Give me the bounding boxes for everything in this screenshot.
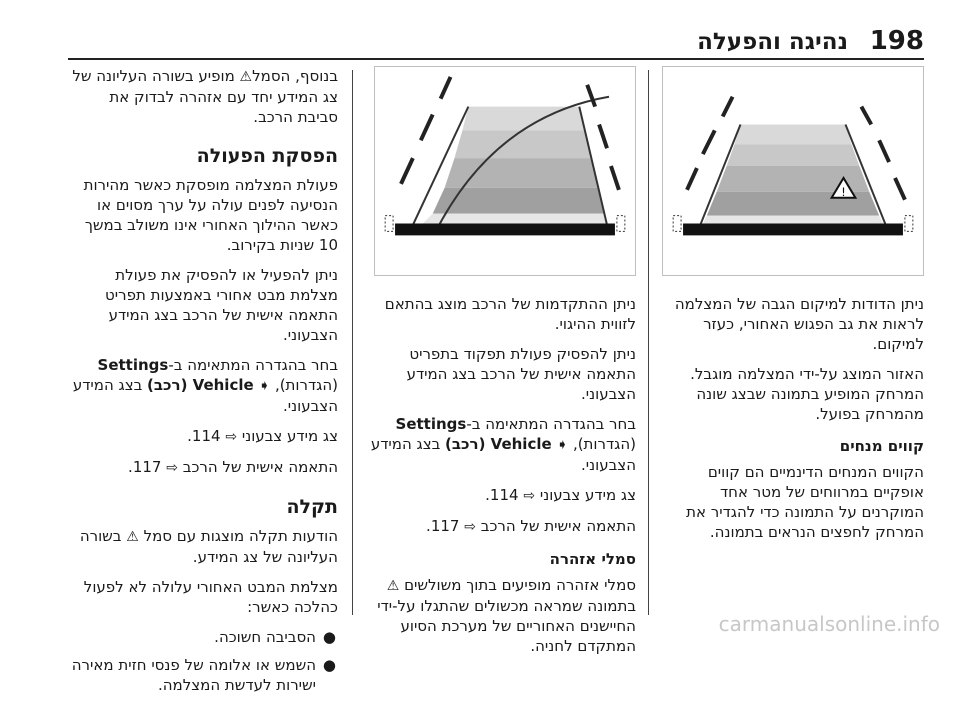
paragraph: הודעות תקלה מוצגות עם סמל ⚠ בשורה העליונה של צג המידע. — [79, 527, 338, 566]
camera-figure-trajectory — [374, 66, 636, 276]
paragraph: ניתן הדודות למיקום הגבה של המצלמה לראות את גב הפגוש האחורי, כעזר למיקום. — [674, 295, 924, 353]
heading-fault: תקלה — [286, 496, 338, 518]
fault-conditions-list — [68, 627, 338, 695]
cross-reference: התאמה אישית של הרכב ⇨ 117. — [426, 517, 636, 535]
column-divider — [352, 70, 353, 615]
paragraph: ניתן להפסיק פעולת תפקוד בתפריט התאמה אישית של הרכב בצג המידע הצבעוני. — [406, 345, 636, 403]
watermark: carmanualsonline.info — [718, 612, 940, 636]
bullet-icon: ● — [322, 628, 336, 646]
paragraph: מצלמת המבט האחורי עלולה לא לפעול כהלכה כאשר: — [83, 578, 338, 616]
cross-reference: התאמה אישית של הרכב ⇨ 117. — [128, 458, 338, 476]
heading-guides: קווים מנחים — [839, 437, 924, 455]
paragraph: פעולת המצלמה מופסקת כאשר מהירות הנסיעה לפנים עולה על ערך מסוים או כאשר ההילוך האחורי אינו משולב במשך 10 שניות בקירוב. — [83, 176, 338, 254]
list-item: ● השמש או אלומה של פנסי חזית מאירה ישירות לעדשת המצלמה. — [71, 656, 336, 694]
paragraph: סמלי אזהרה מופיעים בתוך משולשים ⚠ בתמונה שמראה מכשולים שהתגלו על-ידי החיישנים האחוריים של מערכת הסיוע המתקדם לחניה. — [377, 576, 636, 655]
heading-warning-symbols: סמלי אזהרה — [549, 550, 636, 568]
settings-label: Settings — [97, 356, 169, 374]
trajectory-illustration — [375, 67, 635, 275]
right-column — [660, 66, 924, 552]
section-title: נהיגה והפעלה — [697, 29, 848, 55]
paragraph: ניתן ההתקדמות של הרכב מוצג בהתאם לזווית ההיגוי. — [384, 295, 636, 333]
heading-deactivation: הפסקת הפעולה — [196, 145, 338, 167]
bullet-icon: ● — [322, 656, 336, 674]
vehicle-label: Vehicle (רכב) — [445, 435, 552, 453]
settings-instruction: בחר בהגדרה המתאימה ב-Settings (הגדרות), ➧ Vehicle (רכב) בצג המידע הצבעוני. — [72, 356, 338, 415]
paragraph: בנוסף, הסמל⚠ מופיע בשורה העליונה של צג המידע יחד עם אזהרה לבדוק את סביבת הרכב. — [72, 67, 338, 126]
list-item: ● הסביבה חשוכה. — [214, 628, 336, 646]
arrow-icon: ➧ — [556, 437, 569, 453]
warning-triangle-icon: ⚠ — [126, 529, 139, 545]
paragraph: האזור המוצג על-ידי המצלמה מוגבל. המרחק המופיע בתמונה שבצג שונה מהמרחק בפועל. — [690, 365, 924, 423]
settings-label: Settings — [395, 415, 467, 433]
paragraph: ניתן להפעיל או להפסיק את פעולת מצלמת מבט אחורי באמצעות תפריט התאמה אישית של הרכב בצג המידע הצבעוני. — [105, 266, 338, 344]
paragraph: הקווים המנחים הדינמיים הם קווים אופקיים במרווחים של מטר אחד המוקרנים על התמונה כדי להגדיר את המרחק לחפצים הנראים בתמונה. — [686, 463, 924, 541]
page-header — [0, 0, 960, 54]
arrow-icon: ➧ — [258, 378, 271, 394]
rear-camera-view-illustration — [663, 67, 923, 275]
reference-arrow-icon: ⇨ — [225, 429, 238, 445]
page-number: 198 — [869, 26, 924, 56]
cross-reference: צג מידע צבעוני ⇨ 114. — [187, 427, 338, 445]
cross-reference: צג מידע צבעוני ⇨ 114. — [485, 486, 636, 504]
camera-figure-warning — [662, 66, 924, 276]
reference-arrow-icon: ⇨ — [523, 488, 536, 504]
settings-instruction: בחר בהגדרה המתאימה ב-Settings (הגדרות), ➧ Vehicle (רכב) בצג המידע הצבעוני. — [370, 415, 636, 474]
left-column — [68, 66, 338, 703]
warning-triangle-icon: ⚠ — [239, 69, 253, 85]
header-divider — [68, 58, 924, 60]
reference-arrow-icon: ⇨ — [464, 519, 476, 535]
middle-column — [366, 66, 636, 666]
warning-triangle-icon: ⚠ — [386, 578, 400, 594]
reference-arrow-icon: ⇨ — [166, 460, 178, 476]
vehicle-label: Vehicle (רכב) — [147, 376, 254, 394]
column-divider — [648, 70, 649, 615]
svg-text:!: ! — [841, 184, 846, 199]
